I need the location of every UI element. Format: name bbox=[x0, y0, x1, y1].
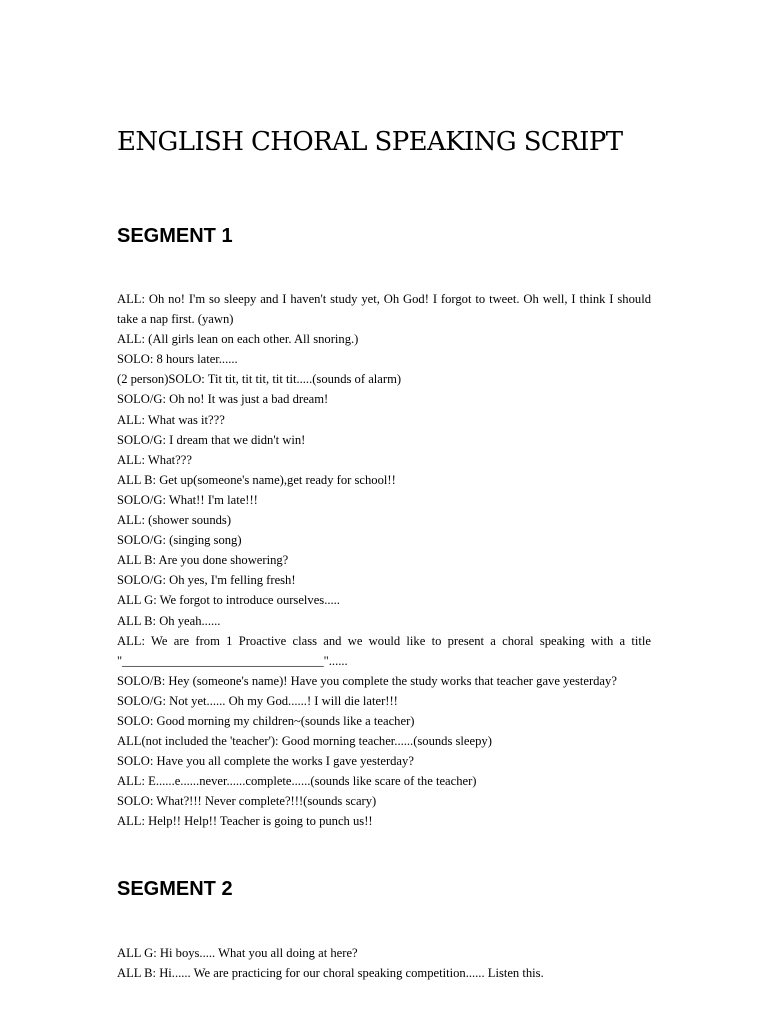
script-line: ALL: We are from 1 Proactive class and we would like to present a choral speaking with a title "________________________________"...... bbox=[117, 633, 651, 668]
script-line: SOLO: What?!!! Never complete?!!!(sounds scary) bbox=[117, 794, 377, 809]
script-line: ALL B: Hi...... We are practicing for our choral speaking competition...... Listen this. bbox=[117, 966, 544, 981]
script-line: SOLO/G: Oh no! It was just a bad dream! bbox=[117, 392, 329, 407]
script-line: SOLO/G: (singing song) bbox=[117, 533, 242, 548]
script-line: SOLO/G: Oh yes, I'm felling fresh! bbox=[117, 573, 296, 588]
segment-2-heading: SEGMENT 2 bbox=[117, 878, 233, 900]
script-line: ALL G: Hi boys..... What you all doing at here? bbox=[117, 946, 358, 960]
script-line: (2 person)SOLO: Tit tit, tit tit, tit tit.....(sounds of alarm) bbox=[117, 372, 402, 387]
script-line: ALL: What??? bbox=[117, 452, 192, 467]
script-line: ALL B: Oh yeah...... bbox=[117, 613, 221, 628]
document-title: ENGLISH CHORAL SPEAKING SCRIPT bbox=[117, 127, 623, 157]
script-line: ALL B: Get up(someone's name),get ready for school!! bbox=[117, 472, 396, 487]
script-line: ALL: What was it??? bbox=[117, 412, 225, 427]
script-line: ALL: (All girls lean on each other. All snoring.) bbox=[117, 332, 359, 347]
script-line: SOLO/B: Hey (someone's name)! Have you complete the study works that teacher gave yesterday? bbox=[117, 673, 617, 688]
script-line: SOLO/G: Not yet...... Oh my God......! I will die later!!! bbox=[117, 693, 398, 708]
segment-2-script bbox=[117, 943, 651, 983]
script-line: SOLO: Good morning my children~(sounds like a teacher) bbox=[117, 713, 415, 728]
script-line: SOLO/G: What!! I'm late!!! bbox=[117, 492, 258, 507]
script-line: SOLO/G: I dream that we didn't win! bbox=[117, 432, 306, 447]
script-line: SOLO: 8 hours later...... bbox=[117, 352, 238, 367]
script-line: ALL: E......e......never......complete......(sounds like scare of the teacher) bbox=[117, 774, 477, 789]
segment-1-script bbox=[117, 289, 651, 832]
script-line: ALL: Oh no! I'm so sleepy and I haven't study yet, Oh God! I forgot to tweet. Oh well, I think I should take a nap first. (yawn) bbox=[117, 292, 651, 327]
script-line: ALL(not included the 'teacher'): Good morning teacher......(sounds sleepy) bbox=[117, 734, 492, 749]
script-line: ALL B: Are you done showering? bbox=[117, 553, 289, 568]
script-line: ALL G: We forgot to introduce ourselves..... bbox=[117, 593, 340, 608]
script-line: ALL: Help!! Help!! Teacher is going to punch us!! bbox=[117, 814, 373, 829]
segment-1-heading: SEGMENT 1 bbox=[117, 225, 233, 247]
script-line: ALL: (shower sounds) bbox=[117, 513, 232, 528]
script-line: SOLO: Have you all complete the works I gave yesterday? bbox=[117, 754, 414, 769]
